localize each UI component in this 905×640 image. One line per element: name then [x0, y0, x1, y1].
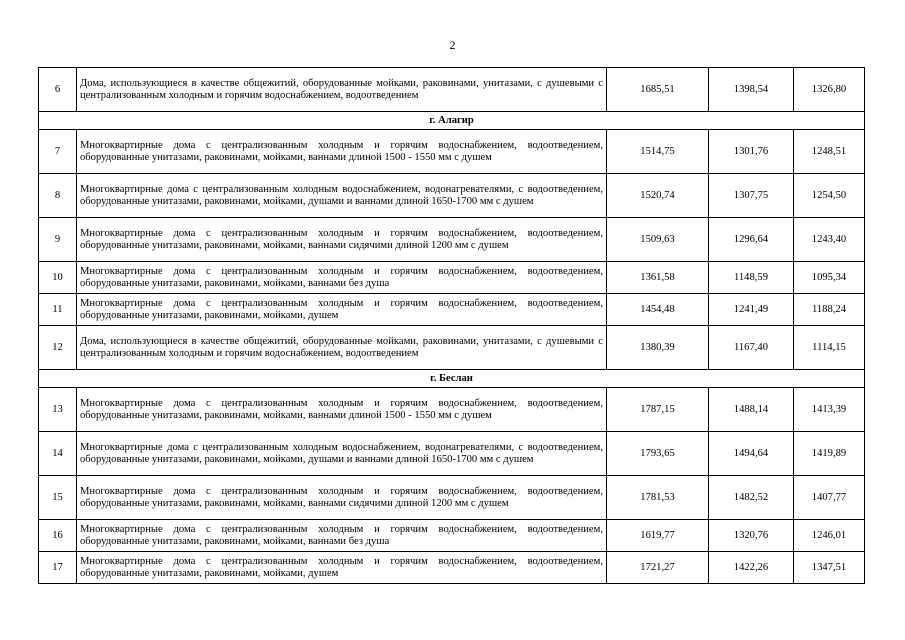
value-col-3: 1246,01 — [794, 520, 865, 552]
value-col-1: 1509,63 — [607, 218, 709, 262]
value-col-1: 1380,39 — [607, 326, 709, 370]
table-row — [39, 130, 865, 174]
row-number: 15 — [39, 476, 77, 520]
value-col-3: 1419,89 — [794, 432, 865, 476]
table-row — [39, 326, 865, 370]
value-col-3: 1248,51 — [794, 130, 865, 174]
value-col-1: 1793,65 — [607, 432, 709, 476]
table-row — [39, 432, 865, 476]
city-name: г. Беслан — [39, 370, 865, 388]
value-col-1: 1361,58 — [607, 262, 709, 294]
row-number: 7 — [39, 130, 77, 174]
value-col-3: 1347,51 — [794, 552, 865, 584]
value-col-3: 1243,40 — [794, 218, 865, 262]
table-row — [39, 262, 865, 294]
row-description: Дома, использующиеся в качестве общежитий, оборудованные мойками, раковинами, унитазами, с душевыми с централизованным холодным и горячим водоснабжением, водоотведением — [77, 326, 607, 370]
table-row — [39, 388, 865, 432]
value-col-3: 1407,77 — [794, 476, 865, 520]
row-description: Дома, использующиеся в качестве общежитий, оборудованные мойками, раковинами, унитазами, с душевыми с централизованным холодным и горячим водоснабжением, водоотведением — [77, 68, 607, 112]
row-number: 9 — [39, 218, 77, 262]
value-col-3: 1413,39 — [794, 388, 865, 432]
row-description: Многоквартирные дома с централизованным холодным водоснабжением, водонагревателями, с водоотведением, оборудованные унитазами, раковинами, мойками, душами и ваннами длиной 1650-1700 мм с душем — [77, 174, 607, 218]
city-header-row — [39, 370, 865, 388]
value-col-3: 1326,80 — [794, 68, 865, 112]
value-col-2: 1296,64 — [709, 218, 794, 262]
value-col-2: 1301,76 — [709, 130, 794, 174]
table-row — [39, 174, 865, 218]
row-description: Многоквартирные дома с централизованным холодным и горячим водоснабжением, водоотведением, оборудованные унитазами, раковинами, мойками, душем — [77, 552, 607, 584]
value-col-1: 1685,51 — [607, 68, 709, 112]
row-number: 14 — [39, 432, 77, 476]
value-col-1: 1520,74 — [607, 174, 709, 218]
value-col-2: 1148,59 — [709, 262, 794, 294]
city-header-row — [39, 112, 865, 130]
value-col-2: 1494,64 — [709, 432, 794, 476]
value-col-2: 1398,54 — [709, 68, 794, 112]
city-name: г. Алагир — [39, 112, 865, 130]
value-col-3: 1095,34 — [794, 262, 865, 294]
value-col-1: 1781,53 — [607, 476, 709, 520]
page-number: 2 — [449, 38, 456, 52]
tariff-table — [38, 67, 865, 584]
tariff-table-body — [39, 68, 865, 584]
value-col-3: 1188,24 — [794, 294, 865, 326]
value-col-1: 1514,75 — [607, 130, 709, 174]
row-description: Многоквартирные дома с централизованным холодным и горячим водоснабжением, водоотведением, оборудованные унитазами, раковинами, мойками, ваннами длиной 1500 - 1550 мм с душем — [77, 130, 607, 174]
row-description: Многоквартирные дома с централизованным холодным и горячим водоснабжением, водоотведением, оборудованные унитазами, раковинами, мойками, ваннами сидячими длиной 1200 мм с душем — [77, 476, 607, 520]
value-col-1: 1619,77 — [607, 520, 709, 552]
table-row — [39, 476, 865, 520]
value-col-1: 1454,48 — [607, 294, 709, 326]
row-description: Многоквартирные дома с централизованным холодным и горячим водоснабжением, водоотведением, оборудованные унитазами, раковинами, мойками, ваннами длиной 1500 - 1550 мм с душем — [77, 388, 607, 432]
row-number: 16 — [39, 520, 77, 552]
row-description: Многоквартирные дома с централизованным холодным и горячим водоснабжением, водоотведением, оборудованные унитазами, раковинами, мойками, ваннами сидячими длиной 1200 мм с душем — [77, 218, 607, 262]
row-description: Многоквартирные дома с централизованным холодным водоснабжением, водонагревателями, с водоотведением, оборудованные унитазами, раковинами, мойками, душами и ваннами длиной 1650-1700 мм с душем — [77, 432, 607, 476]
value-col-2: 1241,49 — [709, 294, 794, 326]
table-row — [39, 294, 865, 326]
value-col-2: 1320,76 — [709, 520, 794, 552]
value-col-2: 1167,40 — [709, 326, 794, 370]
row-description: Многоквартирные дома с централизованным холодным и горячим водоснабжением, водоотведением, оборудованные унитазами, раковинами, мойками, ваннами без душа — [77, 262, 607, 294]
row-number: 6 — [39, 68, 77, 112]
row-number: 8 — [39, 174, 77, 218]
value-col-1: 1721,27 — [607, 552, 709, 584]
table-row — [39, 552, 865, 584]
row-number: 13 — [39, 388, 77, 432]
row-number: 11 — [39, 294, 77, 326]
value-col-2: 1488,14 — [709, 388, 794, 432]
value-col-1: 1787,15 — [607, 388, 709, 432]
value-col-3: 1254,50 — [794, 174, 865, 218]
row-description: Многоквартирные дома с централизованным холодным и горячим водоснабжением, водоотведением, оборудованные унитазами, раковинами, мойками, ваннами без душа — [77, 520, 607, 552]
table-row — [39, 520, 865, 552]
value-col-2: 1422,26 — [709, 552, 794, 584]
row-number: 17 — [39, 552, 77, 584]
table-row — [39, 68, 865, 112]
value-col-3: 1114,15 — [794, 326, 865, 370]
row-number: 12 — [39, 326, 77, 370]
row-description: Многоквартирные дома с централизованным холодным и горячим водоснабжением, водоотведением, оборудованные унитазами, раковинами, мойками, душем — [77, 294, 607, 326]
value-col-2: 1482,52 — [709, 476, 794, 520]
table-row — [39, 218, 865, 262]
row-number: 10 — [39, 262, 77, 294]
value-col-2: 1307,75 — [709, 174, 794, 218]
